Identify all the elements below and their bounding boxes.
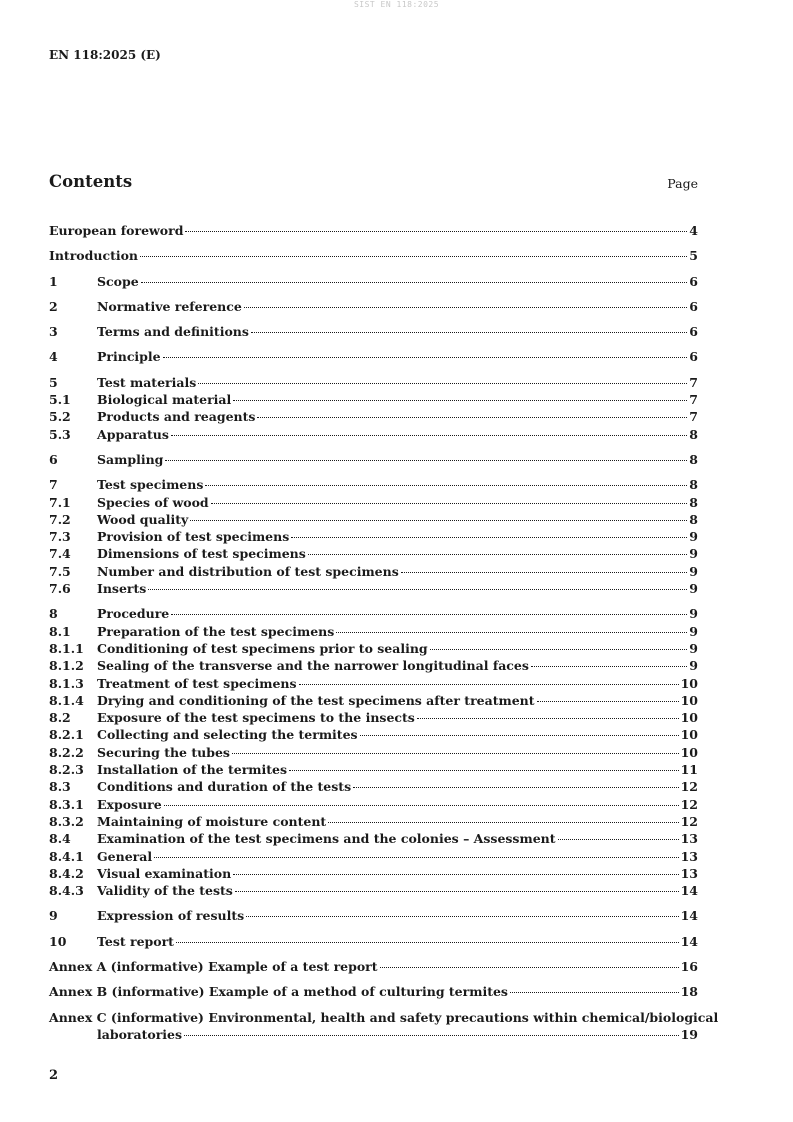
dot-leader (198, 383, 687, 384)
dot-leader (154, 857, 678, 858)
toc-entry-title: Terms and definitions (97, 324, 249, 340)
toc-entry[interactable] (49, 374, 698, 391)
dot-leader (211, 503, 688, 504)
toc-entry[interactable] (49, 640, 698, 657)
toc-entry-page: 9 (689, 546, 698, 562)
toc-entry-title: Visual examination (97, 865, 232, 881)
toc-entry-page: 19 (680, 1026, 698, 1042)
toc-entry-title: Biological material (97, 392, 232, 408)
dot-leader (401, 572, 688, 573)
toc-entry-title: Test materials (97, 374, 197, 390)
toc-entry-title: Normative reference (97, 298, 242, 314)
toc-entry-page: 13 (680, 865, 698, 881)
toc-entry-number: 7.1 (49, 494, 71, 510)
toc-entry[interactable] (49, 933, 698, 950)
toc-entry-page: 9 (689, 658, 698, 674)
dot-leader (232, 753, 679, 754)
toc-entry-page: 9 (689, 623, 698, 639)
dot-leader (328, 822, 678, 823)
toc-entry[interactable] (49, 476, 698, 493)
toc-entry-title: General (97, 848, 153, 864)
toc-entry-page: 9 (689, 581, 698, 597)
toc-entry[interactable] (49, 796, 698, 813)
toc-entry-title: Annex B (informative) Example of a method of culturing termites (49, 984, 508, 1000)
toc-entry-number: 8.1 (49, 623, 71, 639)
dot-leader (558, 839, 679, 840)
toc-entry[interactable] (49, 830, 698, 847)
toc-entry-number: 10 (49, 933, 67, 949)
dot-leader (235, 891, 679, 892)
document-id: EN 118:2025 (E) (49, 48, 161, 62)
toc-entry-page: 11 (680, 762, 698, 778)
toc-entry[interactable] (49, 983, 698, 1000)
dot-leader (176, 942, 679, 943)
toc-entry-page: 7 (689, 409, 698, 425)
toc-entry-title: Conditioning of test specimens prior to sealing (97, 640, 428, 656)
toc-entry-title: Preparation of the test specimens (97, 623, 335, 639)
toc-entry[interactable] (49, 778, 698, 795)
toc-entry[interactable] (49, 494, 698, 511)
toc-entry-number: 8.4.1 (49, 848, 84, 864)
toc-entry-number: 8.4 (49, 831, 71, 847)
contents-heading: Contents (49, 172, 133, 191)
toc-entry[interactable] (49, 545, 698, 562)
toc-entry-page: 6 (689, 273, 698, 289)
toc-entry-page: 10 (680, 710, 698, 726)
dot-leader (291, 537, 687, 538)
dot-leader (233, 400, 687, 401)
toc-entry-number: 8.4.2 (49, 865, 84, 881)
dot-leader (299, 684, 679, 685)
toc-entry[interactable] (49, 605, 698, 622)
toc-entry-page: 8 (689, 426, 698, 442)
toc-entry-number: 7.6 (49, 581, 71, 597)
toc-entry[interactable] (49, 408, 698, 425)
toc-entry[interactable] (49, 675, 698, 692)
toc-entry-title: European foreword (49, 223, 184, 238)
dot-leader (246, 916, 678, 917)
toc-entry-title: Drying and conditioning of the test specimens after treatment (97, 692, 535, 708)
toc-entry-title: Provision of test specimens (97, 529, 290, 545)
toc-entry-title: Introduction (49, 248, 139, 264)
dot-leader (244, 307, 687, 308)
toc-entry[interactable] (49, 528, 698, 545)
toc-entry-page: 10 (680, 744, 698, 760)
toc-entry-number: 8.3.2 (49, 813, 84, 829)
toc-entry-title: Treatment of test specimens (97, 675, 297, 691)
toc-entry[interactable] (49, 865, 698, 882)
toc-entry-title: Annex C (informative) Environmental, health and safety precautions within chemical/biological (49, 1009, 719, 1025)
toc-entry-number: 8.1.1 (49, 640, 84, 656)
dot-leader (257, 417, 687, 418)
dot-leader (190, 520, 687, 521)
toc-entry[interactable] (49, 426, 698, 443)
toc-entry-page: 12 (680, 813, 698, 829)
toc-entry-page: 7 (689, 392, 698, 408)
toc-entry-title: Maintaining of moisture content (97, 813, 327, 829)
toc-entry-page: 13 (680, 848, 698, 864)
toc-entry-number: 8.2.3 (49, 762, 84, 778)
toc-entry[interactable] (49, 273, 698, 290)
toc-entry-number: 7 (49, 477, 58, 493)
toc-entry[interactable] (49, 451, 698, 468)
dot-leader (148, 589, 687, 590)
toc-entry-number: 9 (49, 908, 58, 924)
toc-entry-title: Examination of the test specimens and the colonies – Assessment (97, 831, 556, 847)
toc-entry-page: 8 (689, 511, 698, 527)
dot-leader (165, 460, 687, 461)
page-column-label: Page (667, 176, 698, 191)
toc-entry-number: 5.2 (49, 409, 71, 425)
toc-entry-page: 10 (680, 727, 698, 743)
toc-entry-title: Securing the tubes (97, 744, 230, 760)
toc-entry-continuation (49, 1026, 698, 1043)
toc-entry[interactable] (49, 709, 698, 726)
toc-entry-number: 8.3 (49, 779, 71, 795)
toc-entry-title: Expression of results (97, 908, 245, 924)
toc-entry-number: 3 (49, 324, 58, 340)
toc-entry-number: 8.2.1 (49, 727, 84, 743)
toc-entry-number: 8.1.3 (49, 675, 84, 691)
dot-leader (163, 357, 688, 358)
toc-entry-title: Inserts (97, 581, 147, 597)
dot-leader (336, 632, 687, 633)
dot-leader (308, 554, 687, 555)
toc-entry-page: 10 (680, 675, 698, 691)
toc-entry-number: 2 (49, 298, 58, 314)
toc-entry[interactable] (49, 958, 698, 975)
toc-entry-title: Collecting and selecting the termites (97, 727, 358, 743)
toc-entry-title: Sampling (97, 451, 164, 467)
page-number: 2 (49, 1068, 59, 1083)
toc-entry-page: 10 (680, 692, 698, 708)
dot-leader (184, 1035, 679, 1036)
toc-entry-number: 6 (49, 451, 58, 467)
toc-entry-title: Number and distribution of test specimens (97, 563, 399, 579)
dot-leader (251, 332, 687, 333)
toc-entry-number: 7.2 (49, 511, 71, 527)
toc-entry-page: 9 (689, 640, 698, 656)
dot-leader (417, 718, 679, 719)
toc-entry-page: 12 (680, 779, 698, 795)
dot-leader (360, 735, 679, 736)
toc-entry-page: 13 (680, 831, 698, 847)
toc-entry[interactable] (49, 726, 698, 743)
toc-entry[interactable] (49, 813, 698, 830)
toc-entry[interactable] (49, 511, 698, 528)
toc-entry[interactable] (49, 563, 698, 580)
toc-entry-title: Validity of the tests (97, 883, 233, 899)
toc-entry[interactable] (49, 744, 698, 761)
dot-leader (140, 256, 687, 257)
toc-entry[interactable] (49, 882, 698, 899)
toc-entry-page: 14 (680, 883, 698, 899)
toc-entry-number: 8.2 (49, 710, 71, 726)
toc-entry-number: 8.3.1 (49, 796, 84, 812)
dot-leader (185, 231, 687, 232)
dot-leader (531, 666, 687, 667)
dot-leader (171, 614, 687, 615)
toc-entry-page: 4 (689, 223, 698, 238)
toc-entry-number: 5.3 (49, 426, 71, 442)
toc-entry-page: 18 (680, 984, 698, 1000)
dot-leader (510, 992, 679, 993)
toc-entry-page: 16 (680, 958, 698, 974)
toc-entry-page: 8 (689, 477, 698, 493)
toc-entry-number: 8 (49, 606, 58, 622)
toc-entry-page: 6 (689, 349, 698, 365)
toc-entry-page: 9 (689, 606, 698, 622)
toc-entry-title: Species of wood (97, 494, 209, 510)
toc-entry[interactable] (49, 298, 698, 315)
dot-leader (430, 649, 688, 650)
dot-leader (171, 435, 687, 436)
toc-entry-number: 1 (49, 273, 58, 289)
toc-entry[interactable] (49, 761, 698, 778)
toc-entry-title-cont: laboratories (97, 1026, 183, 1042)
toc-entry[interactable] (49, 692, 698, 709)
toc-entry-title: Test specimens (97, 477, 204, 493)
toc-entry-number: 7.3 (49, 529, 71, 545)
dot-leader (353, 787, 678, 788)
toc-entry-number: 8.1.2 (49, 658, 84, 674)
toc-entry-page: 8 (689, 494, 698, 510)
table-of-contents (49, 222, 719, 1043)
toc-entry-annex-c[interactable] (49, 1009, 719, 1044)
toc-entry-page: 7 (689, 374, 698, 390)
toc-entry-number: 4 (49, 349, 58, 365)
toc-entry-number: 8.2.2 (49, 744, 84, 760)
dot-leader (233, 874, 678, 875)
toc-entry-title: Installation of the termites (97, 762, 288, 778)
dot-leader (289, 770, 679, 771)
toc-entry-number: 8.1.4 (49, 692, 84, 708)
toc-entry-title: Wood quality (97, 511, 189, 527)
toc-entry-page: 14 (680, 908, 698, 924)
toc-entry[interactable] (49, 348, 698, 365)
toc-entry-title: Sealing of the transverse and the narrower longitudinal faces (97, 658, 529, 674)
toc-entry[interactable] (49, 848, 698, 865)
dot-leader (380, 967, 679, 968)
watermark: SIST EN 118:2025 (353, 0, 440, 9)
toc-entry-title: Dimensions of test specimens (97, 546, 306, 562)
toc-entry-page: 6 (689, 324, 698, 340)
toc-entry-page: 8 (689, 451, 698, 467)
toc-entry-title: Procedure (97, 606, 170, 622)
toc-entry-page: 12 (680, 796, 698, 812)
toc-entry-title: Exposure (97, 796, 162, 812)
dot-leader (205, 485, 687, 486)
toc-entry-title: Test report (97, 933, 174, 949)
toc-entry-number: 5.1 (49, 392, 71, 408)
toc-entry-title: Exposure of the test specimens to the insects (97, 710, 415, 726)
toc-entry[interactable] (49, 580, 698, 597)
toc-entry-title: Principle (97, 349, 161, 365)
toc-entry-page: 9 (689, 529, 698, 545)
toc-entry-title: Apparatus (97, 426, 169, 442)
toc-entry[interactable] (49, 323, 698, 340)
dot-leader (164, 805, 679, 806)
toc-entry-title: Annex A (informative) Example of a test report (49, 958, 378, 974)
toc-entry[interactable] (49, 391, 698, 408)
toc-entry-title: Products and reagents (97, 409, 256, 425)
toc-entry[interactable] (49, 623, 698, 640)
toc-entry-page: 5 (689, 248, 698, 264)
toc-entry[interactable] (49, 657, 698, 674)
toc-entry-number: 7.5 (49, 563, 71, 579)
toc-entry-number: 5 (49, 374, 58, 390)
toc-entry-page: 14 (680, 933, 698, 949)
toc-entry-title: Conditions and duration of the tests (97, 779, 352, 795)
toc-entry-title: Scope (97, 273, 139, 289)
toc-entry-page: 9 (689, 563, 698, 579)
dot-leader (537, 701, 679, 702)
toc-entry[interactable] (49, 907, 698, 924)
toc-entry-number: 8.4.3 (49, 883, 84, 899)
dot-leader (141, 282, 688, 283)
toc-entry-number: 7.4 (49, 546, 71, 562)
toc-entry-page: 6 (689, 298, 698, 314)
toc-entry[interactable] (49, 222, 698, 239)
toc-entry[interactable] (49, 247, 698, 264)
